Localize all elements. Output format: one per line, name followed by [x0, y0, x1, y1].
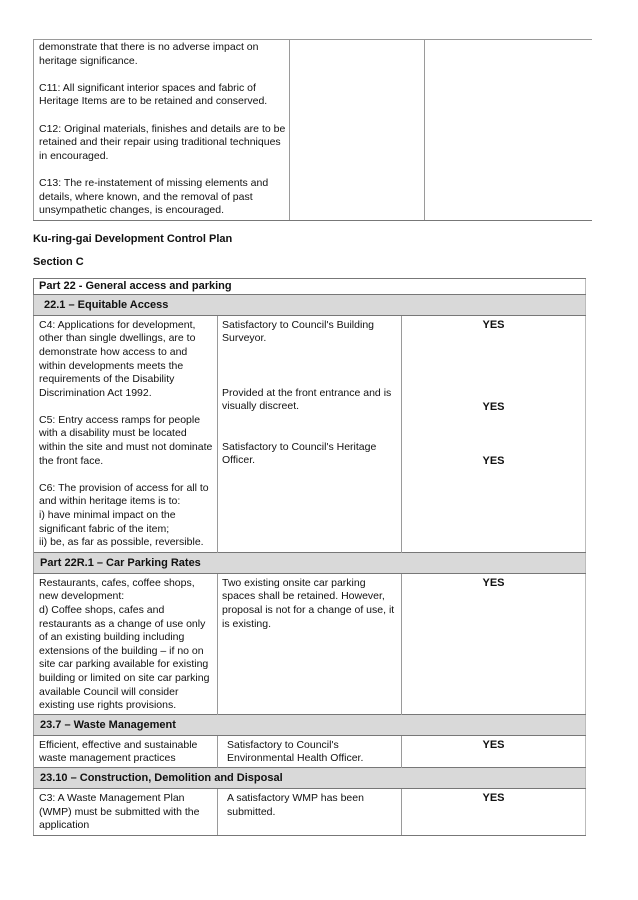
comment-cell — [218, 735, 402, 767]
control-text: i) have minimal impact on the significant fabric of the item; — [39, 509, 176, 535]
result-cell — [402, 315, 586, 552]
result-yes: YES — [482, 576, 505, 589]
comment-text: Satisfactory to Council's Environmental Health Officer. — [227, 738, 364, 765]
heritage-paragraph: C12: Original materials, finishes and details are to be retained and their repair using traditional techniques in encouraged. — [39, 122, 286, 162]
control-cell — [34, 788, 218, 835]
heritage-controls-table — [33, 39, 592, 221]
result-yes: YES — [482, 318, 505, 331]
section-title: 22.1 – Equitable Access — [34, 294, 586, 315]
control-text: Restaurants, cafes, coffee shops, new development: — [39, 576, 195, 603]
comment-text: Provided at the front entrance and is visually discreet. — [222, 386, 392, 413]
section-label: Section C — [33, 255, 84, 268]
result-yes: YES — [482, 738, 505, 751]
result-yes: YES — [482, 791, 505, 804]
heritage-paragraph: C11: All significant interior spaces and fabric of Heritage Items are to be retained and conserved. — [39, 81, 268, 108]
heritage-controls-cell — [34, 40, 290, 221]
heritage-paragraph: C13: The re-instatement of missing elements and details, where known, and the removal of past unsympathetic changes, is encouraged. — [39, 176, 269, 217]
comment-cell — [218, 315, 402, 552]
section-title: 23.7 – Waste Management — [34, 714, 586, 735]
doc-title: Ku-ring-gai Development Control Plan — [33, 232, 233, 245]
section-title: 23.10 – Construction, Demolition and Disposal — [34, 767, 586, 788]
control-cell — [34, 735, 218, 767]
result-cell — [402, 573, 586, 714]
heritage-result-cell — [425, 40, 593, 221]
control-text: C4: Applications for development, other than single dwellings, are to demonstrate how access to and within developments meets the requirements of the Disability Discrimination Act 1992. — [39, 318, 196, 399]
control-text: C5: Entry access ramps for people with a disability must be located within the site and must not dominate the front face. — [39, 413, 213, 467]
control-text: C3: A Waste Management Plan (WMP) must be submitted with the — [39, 791, 200, 818]
comment-text: Satisfactory to Council's Heritage Officer. — [222, 440, 377, 467]
section-title: Part 22R.1 – Car Parking Rates — [34, 552, 586, 573]
control-cell — [34, 315, 218, 552]
control-cell — [34, 573, 218, 714]
control-text: Efficient, effective and sustainable waste management practices — [39, 738, 198, 765]
part-header: Part 22 - General access and parking — [34, 278, 586, 294]
result-yes: YES — [482, 400, 505, 413]
document-page — [33, 39, 586, 836]
comment-text: Satisfactory to Council's Building Surveyor. — [222, 318, 374, 345]
control-text: d) Coffee shops, cafes and restaurants as a change of use only of an existing building including extensions of the building – if no on site car parking available for existing building or limited on site car parking available Council will consider existing use rights provisions. — [39, 604, 210, 712]
result-cell — [402, 788, 586, 835]
comment-text: Two existing onsite car parking spaces shall be retained. However, proposal is not for a change of use, it is existing. — [222, 576, 395, 630]
comment-text: A satisfactory WMP has been submitted. — [227, 791, 364, 818]
comment-cell — [218, 788, 402, 835]
result-cell — [402, 735, 586, 767]
comment-cell — [218, 573, 402, 714]
result-yes: YES — [482, 454, 505, 467]
heritage-paragraph: demonstrate that there is no adverse impact on heritage significance. — [39, 41, 259, 67]
control-text: C6: The provision of access for all to and within heritage items is to: — [39, 481, 209, 508]
heritage-comment-cell — [290, 40, 425, 221]
control-text: ii) be, as far as possible, reversible. — [39, 536, 204, 549]
compliance-table — [33, 278, 586, 836]
control-text: application — [39, 819, 90, 832]
